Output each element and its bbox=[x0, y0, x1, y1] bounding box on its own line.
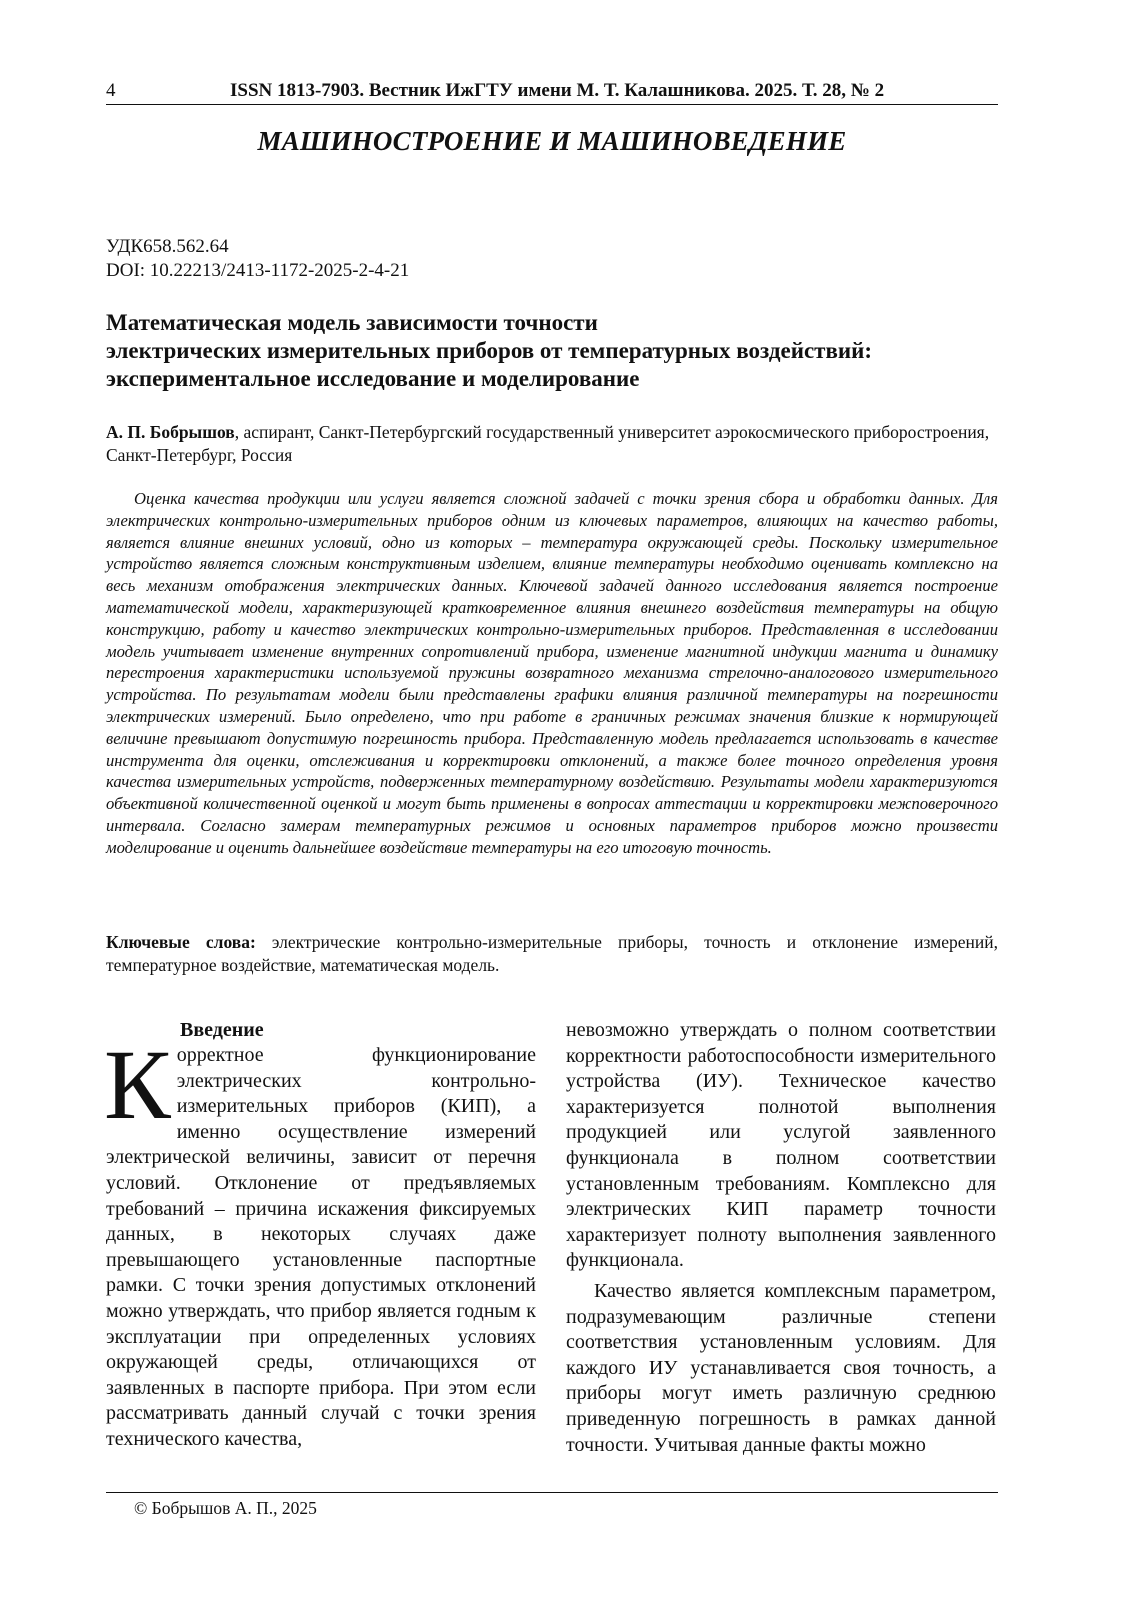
keywords bbox=[106, 931, 998, 977]
article-title bbox=[106, 309, 998, 393]
intro-heading: Введение bbox=[180, 1019, 264, 1041]
paragraph-continued: невозможно утверждать о полном соответствии корректности работоспособности измерительного устройства (ИУ). Техническое качество характеризуется полнотой выполнения продукцией или услугой заявленного функционала в полном соответствии установленным требованиям. Комплексно для электрических КИП параметр точности характеризует полноту выполнения заявленного функционала. bbox=[566, 1019, 996, 1272]
header-rule bbox=[106, 104, 998, 105]
intro-text: орректное функционирование электрических контрольно-измерительных приборов (КИП), а именно осуществление измерений электрической величины, зависит от перечня условий. Отклонение от предъявляемых требований – причина искажения фиксируемых данных, в некоторых случаях даже превышающего установленные паспортные рамки. С точки зрения допустимых отклонений можно утверждать, что прибор является годным к эксплуатации при определенных условиях окружающей среды, отличающихся от заявленных в паспорте прибора. При этом если рассматривать данный случай с точки зрения технического качества, bbox=[106, 1044, 536, 1450]
author-name: А. П. Бобрышов bbox=[106, 422, 235, 442]
identifiers bbox=[106, 235, 409, 283]
journal-header: ISSN 1813-7903. Вестник ИжГТУ имени М. Т. Калашникова. 2025. Т. 28, № 2 bbox=[230, 80, 885, 101]
doi[interactable]: DOI: 10.22213/2413-1172-2025-2-4-21 bbox=[106, 260, 410, 281]
body-column-right bbox=[566, 1018, 996, 1458]
copyright: © Бобрышов А. П., 2025 bbox=[134, 1498, 317, 1518]
title-line-2: электрических измерительных приборов от температурных воздействий: bbox=[106, 338, 873, 363]
paragraph-quality: Качество является комплексным параметром, подразумевающим различные степени соответствия установленным условиям. Для каждого ИУ устанавливается своя точность, а приборы могут иметь различную среднюю приведенную погрешность в рамках данной точности. Учитывая данные факты можно bbox=[566, 1279, 996, 1456]
drop-cap: К bbox=[104, 1029, 171, 1140]
footer-rule bbox=[106, 1492, 998, 1493]
section-title: МАШИНОСТРОЕНИЕ И МАШИНОВЕДЕНИЕ bbox=[257, 126, 847, 156]
udk-code: УДК658.562.64 bbox=[106, 236, 229, 257]
body-column-left bbox=[106, 1018, 536, 1453]
author-block bbox=[106, 421, 998, 467]
title-line-1: Математическая модель зависимости точности bbox=[106, 310, 598, 335]
keywords-text: электрические контрольно-измерительные приборы, точность и отклонение измерений, температурное воздействие, математическая модель. bbox=[106, 932, 998, 975]
author-affiliation: , аспирант, Санкт-Петербургский государственный университет аэрокосмического приборостроения, Санкт-Петербург, Россия bbox=[106, 422, 990, 465]
keywords-label: Ключевые слова: bbox=[106, 932, 256, 952]
title-line-3: экспериментальное исследование и моделирование bbox=[106, 366, 640, 391]
page-number: 4 bbox=[106, 80, 116, 101]
abstract: Оценка качества продукции или услуги является сложной задачей с точки зрения сбора и обработки данных. Для электрических контрольно-измерительных приборов одним из ключевых параметров, влияющих на качество работы, является влияние внешних условий, одно из которых – температура окружающей среды. Поскольку измерительное устройство является сложным конструктивным изделием, влияние температуры необходимо оценивать комплексно на весь механизм отображения электрических данных. Ключевой задачей данного исследования является построение математической модели, характеризующей кратковременное влияния внешнего воздействия температуры на общую конструкцию, работу и качество электрических контрольно-измерительных приборов. Представленная в исследовании модель учитывает изменение внутренних сопротивлений прибора, изменение магнитной индукции магнита и динамику перестроения характеристики используемой пружины возвратного механизма стрелочно-аналогового измерительного устройства. По результатам модели были представлены графики влияния различной температуры на погрешности электрических измерений. Было определено, что при работе в граничных режимах значения близкие к нормирующей величине превышают допустимую погрешность прибора. Представленную модель предлагается использовать в качестве инструмента для оценки, отслеживания и корректировки отклонений, а также более точного определения уровня качества измерительных устройств, подверженных температурному воздействию. Результаты модели характеризуются объективной количественной оценкой и могут быть применены в вопросах аттестации и корректировки межповерочного интервала. Согласно замерам температурных режимов и основных параметров приборов можно произвести моделирование и оценить дальнейшее воздействие температуры на его итоговую точность. bbox=[106, 489, 998, 857]
